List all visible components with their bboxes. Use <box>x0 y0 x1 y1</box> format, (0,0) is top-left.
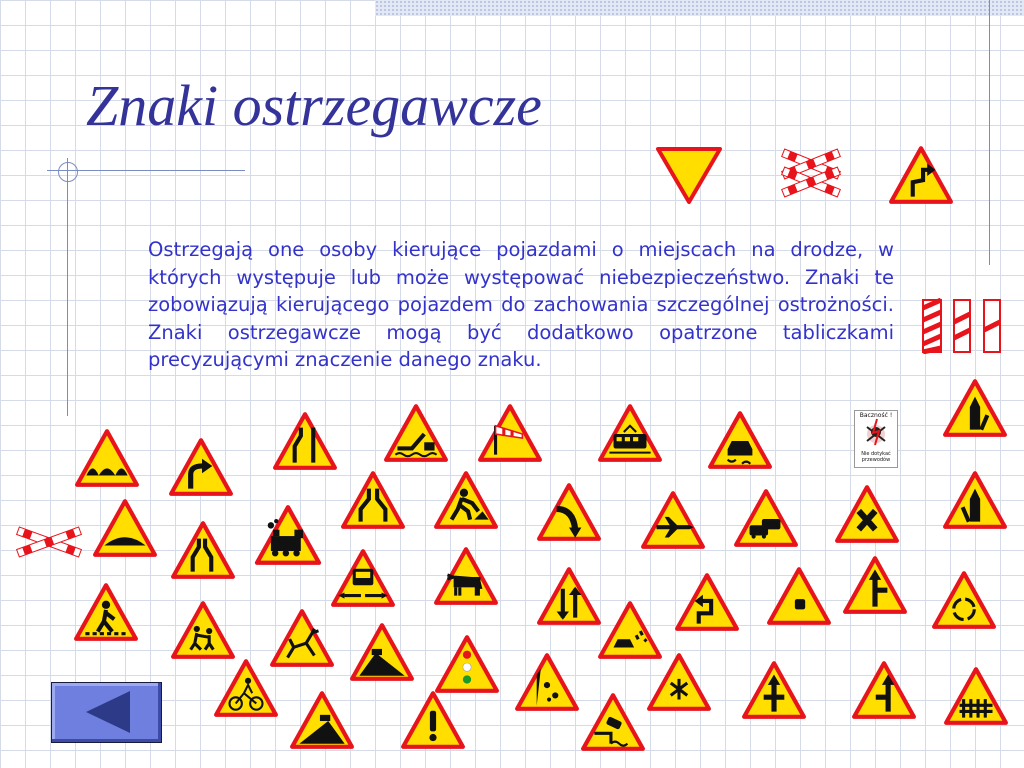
junction-priority-road-sign-icon <box>851 660 917 720</box>
crossroads-minor-roads-sign-icon <box>741 660 807 720</box>
low-flying-aircraft-sign-icon <box>640 490 706 550</box>
left-vertical-rule <box>67 158 68 416</box>
double-bend-sign-icon <box>888 145 954 205</box>
steep-ascent-sign-icon <box>289 690 355 750</box>
left-triangle-icon <box>52 683 161 742</box>
cyclists-sign-icon <box>213 658 279 718</box>
give-way-sign-icon <box>655 147 723 205</box>
road-works-sign-icon <box>433 470 499 530</box>
intersection-sign-icon <box>834 484 900 544</box>
tram-sign-icon <box>597 403 663 463</box>
double-bend-left-sign-icon <box>674 572 740 632</box>
falling-rocks-sign-icon <box>514 652 580 712</box>
bend-left-sign-icon <box>536 482 602 542</box>
movable-bridge-sign-icon <box>383 403 449 463</box>
merge-from-left-sign-icon <box>942 378 1008 438</box>
cattle-sign-icon <box>433 546 499 606</box>
slide-body-text: Ostrzegają one osoby kierujące pojazdami o miejscach na drodze, w których występuje lub może występować niebezpieczeństwo. Znaki te zobowiązują kierującego pojazdem do zachowania szczególnej ostrożności. Znaki ostrzegawcze mogą być dodatkowo opatrzone tabliczkami precyzującymi znaczenie danego znaku. <box>148 238 894 371</box>
roundabout-sign-icon <box>931 570 997 630</box>
caution-plate-title: Baczność ! <box>859 412 893 419</box>
steep-descent-sign-icon <box>349 622 415 682</box>
children-sign-icon <box>170 600 236 660</box>
exit-to-water-sign-icon <box>766 566 832 626</box>
caution-plate-text: Nie dotykać przewodów <box>861 451 891 463</box>
side-wind-sign-icon <box>477 403 543 463</box>
road-narrows-left-sign-icon <box>272 411 338 471</box>
decorative-ring <box>58 162 78 182</box>
bend-right-sign-icon <box>168 437 234 497</box>
other-danger-sign-icon <box>400 690 466 750</box>
traffic-queue-sign-icon <box>733 488 799 548</box>
pedestrian-crossing-sign-icon <box>73 582 139 642</box>
road-hump-sign-icon <box>74 428 140 488</box>
slippery-road-sign-icon <box>707 410 773 470</box>
quayside-sign-icon <box>580 692 646 752</box>
right-vertical-rule <box>989 0 990 265</box>
traffic-signals-sign-icon <box>434 634 500 694</box>
high-voltage-caution-plate <box>854 410 898 468</box>
top-decorative-band <box>375 0 1024 16</box>
railway-crossing-single-sign-icon <box>14 522 84 562</box>
back-button[interactable] <box>51 682 162 743</box>
uneven-road-sign-icon <box>92 498 158 558</box>
slide-title: Znaki ostrzegawcze <box>86 73 542 138</box>
loose-chippings-sign-icon <box>597 600 663 660</box>
two-way-traffic-sign-icon <box>536 566 602 626</box>
railway-crossing-double-sign-icon <box>778 148 844 198</box>
snow-ice-sign-icon <box>646 652 712 712</box>
bus-crossing-sign-icon <box>330 548 396 608</box>
level-crossing-with-barriers-sign-icon <box>943 666 1009 726</box>
side-road-junction-sign-icon <box>842 555 908 615</box>
road-narrows-sign-icon <box>170 520 236 580</box>
merge-from-right-sign-icon <box>942 470 1008 530</box>
level-crossing-without-barriers-sign-icon <box>253 504 323 566</box>
crossing-approach-posts-icon <box>920 298 1004 354</box>
road-narrows-both-sides-sign-icon <box>340 470 406 530</box>
